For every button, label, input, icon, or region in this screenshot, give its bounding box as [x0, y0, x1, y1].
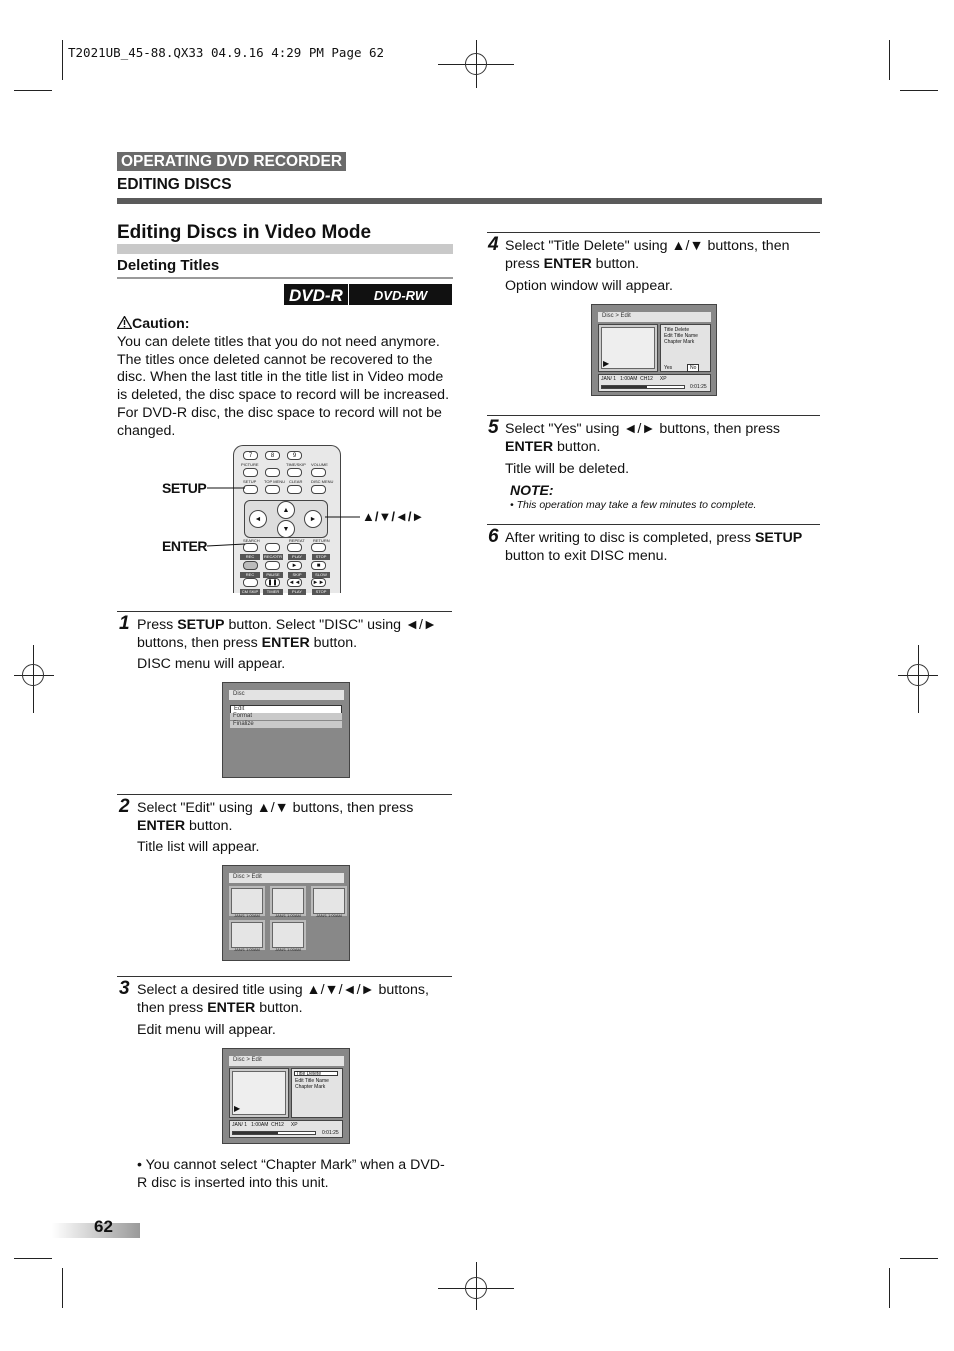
play-icon: ▶ — [603, 359, 610, 368]
crop-mark — [14, 90, 52, 91]
bullet-note: • You cannot select “Chapter Mark” when a DVD-R disc is inserted into this unit. — [137, 1157, 445, 1191]
remote-label: STOP — [312, 554, 330, 560]
step-3-result: Edit menu will appear. — [137, 1022, 276, 1038]
status-bar — [229, 1120, 343, 1138]
pause-icon: ❚❚ — [265, 578, 280, 587]
step-divider — [117, 611, 452, 612]
step-keyword: ENTER — [261, 634, 310, 651]
up-arrow-icon: ▲ — [277, 501, 295, 519]
step-6-text — [505, 530, 821, 566]
page-title: Editing Discs in Video Mode — [117, 222, 453, 254]
step-text: button. — [255, 999, 303, 1016]
down-arrow-icon: ▼ — [277, 520, 295, 538]
step-keyword: ENTER — [137, 817, 186, 834]
callout-arrows: ▲/▼/◄/► — [362, 509, 425, 524]
badge-dvd-r: DVD-R — [284, 284, 348, 305]
step-2-text — [137, 800, 453, 836]
preview-frame — [598, 324, 658, 372]
step-text: button. — [309, 634, 358, 651]
remote-button — [311, 468, 326, 477]
option-yes: Yes — [664, 365, 673, 371]
step-text: Select a desired title using ▲/▼/◄/► buttons, then press — [137, 982, 429, 1016]
registration-mark — [465, 1277, 487, 1299]
registration-mark — [22, 664, 44, 686]
edit-menu-screen — [222, 1048, 350, 1144]
thumbnail-label: JAN/1 1:00AM — [275, 947, 301, 952]
thumbnail-label: JAN/1 1:00AM — [275, 913, 301, 918]
callout-enter: ENTER — [162, 538, 207, 554]
menu-item-chapter-mark: Chapter Mark — [664, 339, 695, 345]
step-text: button. Select "DISC" using ◄/► buttons, then press — [137, 617, 437, 651]
step-divider — [117, 976, 452, 977]
remote-label: TIME/SKIP — [286, 462, 306, 467]
step-1-text — [137, 617, 453, 653]
remote-label: CM SKIP — [241, 589, 259, 594]
step-5-result: Title will be deleted. — [505, 461, 630, 477]
remote-button: 8 — [265, 451, 280, 460]
remote-label: REC — [240, 572, 260, 578]
crop-mark — [62, 40, 63, 80]
progress-bar — [232, 1131, 316, 1135]
remote-label: SLOW — [312, 572, 330, 578]
left-arrow-icon: ◄ — [249, 510, 267, 528]
step-4-result: Option window will appear. — [505, 278, 673, 294]
remote-label: STOP — [312, 589, 330, 595]
crop-mark — [889, 40, 890, 80]
step-divider — [487, 524, 820, 525]
menu-item-edit-title: Edit Title Name — [295, 1078, 329, 1084]
remote-label: SEARCH — [243, 538, 260, 543]
callout-lines — [205, 480, 365, 570]
crop-mark — [889, 1268, 890, 1308]
step-text: button. — [591, 255, 640, 272]
remote-label: TIMER PROG. — [263, 589, 283, 595]
fast-forward-icon: ►► — [312, 580, 325, 586]
crop-mark — [14, 1258, 52, 1259]
step-text: After writing to disc is completed, press — [505, 530, 755, 546]
remote-label: REPEAT — [289, 538, 305, 543]
step-number: 5 — [488, 417, 499, 438]
remote-label: TOP MENU — [264, 479, 285, 484]
thumbnail-label: JAN/1 1:00AM — [234, 913, 260, 918]
menu-item-edit-title: Edit Title Name — [664, 333, 698, 339]
time-display: 0:01:25 — [690, 384, 707, 390]
status-text: JAN/ 1 1:00AM CH12 XP — [601, 376, 667, 382]
caution-label: Caution: — [132, 316, 190, 332]
step-4-text — [505, 238, 821, 274]
remote-label: SETUP — [243, 479, 257, 484]
disc-menu-screen — [222, 682, 350, 778]
step-text: button. — [185, 817, 233, 834]
remote-label: RETURN — [313, 538, 330, 543]
crop-mark — [900, 1258, 938, 1259]
step-number: 4 — [488, 234, 499, 255]
step-text: button. — [553, 438, 601, 455]
remote-label: PLAY — [288, 589, 306, 595]
remote-label: SKIP — [288, 572, 306, 578]
title-thumbnail — [231, 922, 263, 948]
menu-item-format: Format — [230, 713, 342, 720]
step-keyword: SETUP — [177, 617, 225, 633]
title-list-screen — [222, 865, 350, 961]
menu-item-chapter-mark: Chapter Mark — [295, 1084, 326, 1090]
right-arrow-icon: ► — [304, 510, 322, 528]
step-text: Select "Yes" using ◄/► buttons, then press — [505, 421, 781, 437]
warning-icon — [117, 316, 132, 329]
note-text: • This operation may take a few minutes to complete. — [510, 499, 757, 511]
step-keyword: SETUP — [754, 530, 803, 546]
title-thumbnail — [313, 888, 345, 914]
callout-setup: SETUP — [162, 480, 207, 496]
screen-header: Disc — [229, 690, 344, 700]
note-label: NOTE: — [510, 482, 554, 498]
remote-label: REC — [240, 554, 260, 560]
section-rule — [117, 198, 822, 204]
option-no: No — [687, 364, 699, 372]
caution-heading — [117, 316, 457, 334]
step-5-text — [505, 421, 821, 457]
play-icon: ► — [287, 561, 302, 570]
page-subtitle: Deleting Titles — [117, 257, 453, 279]
screen-header: Disc > Edit — [229, 1056, 344, 1066]
menu-item-finalize: Finalize — [230, 721, 342, 728]
step-text: Select "Title Delete" using ▲/▼ buttons, then press — [505, 238, 790, 272]
edit-menu — [291, 1068, 343, 1118]
remote-button: 7 — [243, 451, 258, 460]
caution-text: You can delete titles that you do not need anymore. The titles once deleted cannot be recovered to the disc. When the last title in the title list in Video mode is deleted, the disc space to record will be increased. For DVD-R disc, the disc space to record will not be changed. — [117, 333, 450, 439]
step-number: 3 — [119, 978, 130, 999]
step-text: Select "Edit" using ▲/▼ buttons, then press — [137, 800, 414, 816]
screen-header: Disc > Edit — [229, 873, 344, 883]
section-subtitle: EDITING DISCS — [117, 176, 232, 193]
rewind-icon: ◄◄ — [288, 580, 301, 586]
thumbnail-label: JAN/1 1:00AM — [234, 947, 260, 952]
badge-dvd-rw: DVD-RW (Video) — [349, 284, 452, 305]
remote-button: 9 — [287, 451, 302, 460]
menu-item-title-delete: Title Delete — [294, 1071, 338, 1076]
menu-item-edit: Edit — [230, 705, 342, 714]
status-bar — [598, 374, 711, 392]
option-window-screen — [591, 304, 717, 396]
step-1-result: DISC menu will appear. — [137, 656, 286, 672]
step-text: button to exit DISC menu. — [505, 547, 668, 564]
time-display: 0:01:25 — [322, 1130, 339, 1136]
registration-mark — [465, 53, 487, 75]
crop-mark — [900, 90, 938, 91]
status-text: JAN/ 1 1:00AM CH12 XP — [232, 1122, 298, 1128]
remote-button — [243, 468, 258, 477]
remote-label: DISC MENU — [311, 479, 334, 484]
stop-icon: ■ — [311, 561, 326, 570]
crop-mark — [62, 1268, 63, 1308]
remote-button — [287, 468, 302, 477]
remote-label: PAUSE — [263, 572, 283, 578]
step-divider — [487, 232, 820, 233]
caution-block — [117, 316, 457, 441]
edit-menu — [660, 324, 711, 372]
step-divider — [487, 415, 820, 416]
registration-mark — [907, 664, 929, 686]
print-header: T2021UB_45-88.QX33 04.9.16 4:29 PM Page 62 — [68, 45, 385, 60]
step-number: 1 — [119, 613, 130, 634]
step-keyword: ENTER — [505, 438, 554, 455]
step-keyword: ENTER — [543, 255, 592, 272]
preview-frame — [229, 1068, 289, 1118]
remote-label: REC/OTR — [264, 554, 282, 559]
section-tag: OPERATING DVD RECORDER — [117, 152, 346, 171]
step-divider — [117, 794, 452, 795]
step-number: 6 — [488, 526, 499, 547]
step-number: 2 — [119, 796, 130, 817]
remote-label: VOLUME — [311, 462, 328, 467]
screen-header: Disc > Edit — [598, 312, 711, 322]
remote-label: CLEAR — [289, 479, 303, 484]
step-3-text — [137, 982, 453, 1018]
step-text: Press — [137, 617, 178, 633]
step-keyword: ENTER — [207, 999, 256, 1016]
remote-button — [243, 578, 258, 587]
remote-label: PICTURE — [241, 462, 259, 467]
remote-button — [265, 468, 280, 477]
progress-bar — [601, 385, 685, 389]
title-thumbnail — [231, 888, 263, 914]
remote-label: PLAY — [288, 554, 306, 560]
step-2-result: Title list will appear. — [137, 839, 260, 855]
menu-item-title-delete: Title Delete — [664, 327, 690, 333]
title-thumbnail — [272, 922, 304, 948]
title-thumbnail — [272, 888, 304, 914]
page-number: 62 — [94, 1217, 113, 1236]
thumbnail-label: JAN/1 1:00AM — [316, 913, 342, 918]
play-icon: ▶ — [234, 1104, 241, 1113]
